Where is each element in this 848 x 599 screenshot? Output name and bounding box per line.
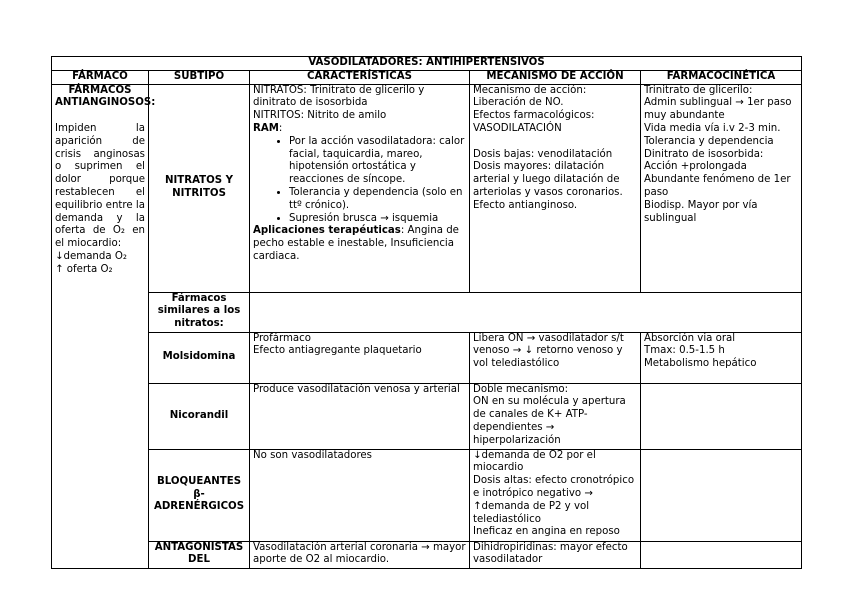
header-subtipo: SUBTIPO xyxy=(149,70,250,84)
mecanismo-bloqueantes xyxy=(470,449,641,541)
farmaco-name: FÁRMACOS ANTIANGINOSOS: xyxy=(55,84,156,109)
nitratos-line: NITRATOS: Trinitrato de glicerilo y dinitrato de isosorbida xyxy=(253,84,425,109)
fc-line: Tolerancia y dependencia xyxy=(644,135,774,147)
table-title: VASODILATADORES: ANTIHIPERTENSIVOS xyxy=(52,57,802,71)
aplicaciones-line xyxy=(253,225,466,263)
car-line: Efecto antiagregante plaquetario xyxy=(253,345,422,357)
row-antagonistas xyxy=(52,541,802,568)
mec-line: Dosis mayores: dilatación arterial y luego dilatación de arteriolas y vasos coronarios. xyxy=(473,161,623,198)
title-row xyxy=(52,57,802,71)
caracteristicas-antagonistas: Vasodilatación arterial coronaria → mayor aporte de O2 al miocardio. xyxy=(250,541,470,568)
mec-line: Mecanismo de acción: Liberación de NO. xyxy=(473,84,587,109)
farmacocinetica-antagonistas xyxy=(641,541,802,568)
caracteristicas-bloqueantes: No son vasodilatadores xyxy=(250,449,470,541)
mec-line: Ineficaz en angina en reposo xyxy=(473,526,620,538)
fc-line: Absorción via oral xyxy=(644,332,736,344)
fc-line: Vida media vía i.v 2-3 min. xyxy=(644,122,781,134)
ram-item: • Tolerancia y dependencia (solo en ttº crónico). xyxy=(289,187,466,213)
header-mecanismo: MECANISMO DE ACCIÓN xyxy=(470,70,641,84)
mec-line: Dosis altas: efecto cronotrópico e inotrópico negativo → ↑demanda de P2 y vol telediastólico xyxy=(473,475,635,525)
nitritos-line: NITRITOS: Nitrito de amilo xyxy=(253,110,387,122)
aplicaciones-text: : Angina de pecho estable e inestable, Insuficiencia cardiaca. xyxy=(253,225,459,262)
ram-colon: : xyxy=(278,122,283,134)
subtipo-nitratos: NITRATOS Y NITRITOS xyxy=(149,84,250,292)
mec-line: Efecto antianginoso. xyxy=(473,199,578,211)
row-molsidomina xyxy=(52,332,802,383)
header-farmaco: FÁRMACO xyxy=(52,70,149,84)
ram-line xyxy=(253,123,466,136)
subtipo-similares: Fármacos similares a los nitratos: xyxy=(149,292,250,332)
fc-line: Acción +prolongada xyxy=(644,161,747,173)
mec-line: ↓demanda de O2 por el miocardio xyxy=(473,449,596,474)
farmacocinetica-molsidomina xyxy=(641,332,802,383)
ram-item: • Supresión brusca → isquemia xyxy=(289,213,466,226)
mecanismo-molsidomina: Libera ON → vasodilatador s/t venoso → ↓ retorno venoso y vol telediastólico xyxy=(470,332,641,383)
aplicaciones-label: Aplicaciones terapéuticas xyxy=(253,225,401,237)
row-nitratos xyxy=(52,84,802,292)
fc-line: Abundante fenómeno de 1er paso xyxy=(644,174,791,198)
farmacocinetica-nitratos xyxy=(641,84,802,292)
fc-line: Dinitrato de isosorbida: xyxy=(644,148,764,160)
subtipo-molsidomina: Molsidomina xyxy=(149,332,250,383)
subtipo-bloqueantes: BLOQUEANTES β-ADRENÉRGICOS xyxy=(149,449,250,541)
ram-list xyxy=(253,136,466,226)
fc-line: Trinitrato de glicerilo: xyxy=(644,84,753,96)
header-farmacocinetica: FARMACOCINÉTICA xyxy=(641,70,802,84)
caracteristicas-molsidomina xyxy=(250,332,470,383)
farmaco-demanda: ↓demanda O₂ xyxy=(55,250,127,262)
farmacocinetica-bloqueantes xyxy=(641,449,802,541)
row-nicorandil xyxy=(52,383,802,449)
vasodilatadores-table xyxy=(51,56,802,569)
row-similares xyxy=(52,292,802,332)
fc-line: Tmax: 0.5-1.5 h xyxy=(644,345,725,357)
mecanismo-nitratos xyxy=(470,84,641,292)
mecanismo-antagonistas: Dihidropiridinas: mayor efecto vasodilatador xyxy=(470,541,641,568)
ram-item: • Por la acción vasodilatadora: calor facial, taquicardia, mareo, hipotensión ortostática y reacciones de síncope. xyxy=(289,136,466,187)
car-line: Profármaco xyxy=(253,332,312,344)
mec-line: Dosis bajas: venodilatación xyxy=(473,148,613,160)
mecanismo-nicorandil xyxy=(470,383,641,449)
subtipo-antagonistas: ANTAGONISTAS DEL xyxy=(149,541,250,568)
fc-line: Biodisp. Mayor por vía sublingual xyxy=(644,199,758,224)
subtipo-nicorandil: Nicorandil xyxy=(149,383,250,449)
caracteristicas-nitratos xyxy=(250,84,470,292)
header-row xyxy=(52,70,802,84)
farmaco-description: Impiden la aparición de crisis anginosas o suprimen el dolor porque restablecen el equilibrio entre la demanda y la oferta de O₂ en el miocardio: xyxy=(55,122,145,250)
ram-label: RAM xyxy=(253,122,279,134)
farmacocinetica-nicorandil xyxy=(641,383,802,449)
fc-line: Metabolismo hepático xyxy=(644,358,757,370)
farmaco-cell xyxy=(52,84,156,568)
caracteristicas-nicorandil: Produce vasodilatación venosa y arterial xyxy=(250,383,470,449)
mec-line: Efectos farmacológicos: VASODILATACIÓN xyxy=(473,110,595,134)
farmaco-oferta: ↑ oferta O₂ xyxy=(55,263,113,275)
similares-empty xyxy=(250,292,802,332)
mec-line: ON en su molécula y apertura de canales de K+ ATP-dependientes → hiperpolarización xyxy=(473,396,626,446)
mec-line: Doble mecanismo: xyxy=(473,383,569,395)
row-bloqueantes xyxy=(52,449,802,541)
fc-line: Admin sublingual → 1er paso muy abundante xyxy=(644,97,792,122)
header-caracteristicas: CARACTERÍSTICAS xyxy=(250,70,470,84)
